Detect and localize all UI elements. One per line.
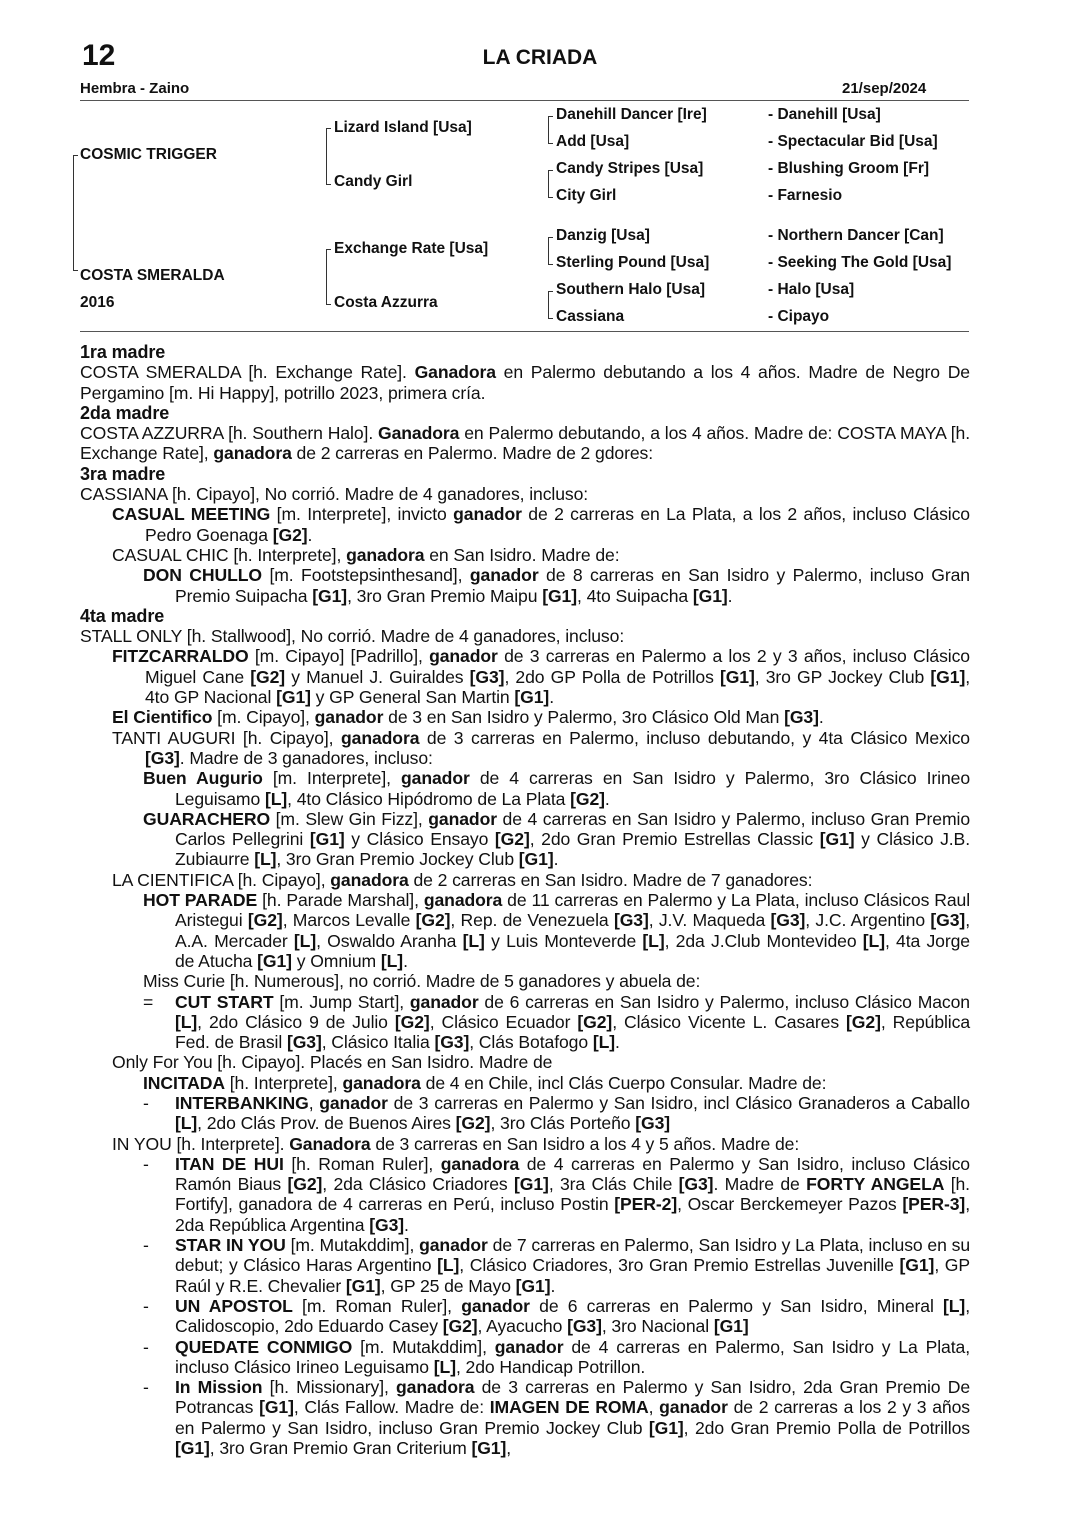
birth-date: 21/sep/2024 [842, 80, 927, 97]
pedigree-gen4: - Halo [Usa] [768, 281, 855, 298]
pedigree-bracket [73, 155, 74, 271]
pedigree-bracket [548, 291, 549, 319]
pedigree-bracket [326, 128, 327, 185]
family-entry: - QUEDATE CONMIGO [m. Mutakddim], ganador de 4 carreras en Palermo, San Isidro y La Plata, incluso Clásico Irineo Leguisamo [L], 2do Handicap Potrillon. [143, 1336, 970, 1377]
pedigree-year: 2016 [80, 294, 115, 311]
pedigree-gen2: Exchange Rate [Usa] [334, 240, 489, 257]
pedigree-gen4: - Farnesio [768, 187, 843, 204]
bottom-divider [80, 331, 969, 332]
family-entry: IN YOU [h. Interprete]. Ganadora de 3 carreras en San Isidro a los 4 y 5 años. Madre de: [112, 1133, 800, 1154]
page-title: LA CRIADA [482, 46, 598, 69]
pedigree-gen3: Candy Stripes [Usa] [556, 160, 704, 177]
pedigree-gen2: Costa Azzurra [334, 294, 438, 311]
pedigree-bracket [548, 116, 553, 117]
pedigree-bracket [548, 170, 549, 198]
family-entry: Buen Augurio [m. Interprete], ganador de 4 carreras en San Isidro y Palermo, 3ro Clásico Irineo Leguisamo [L], 4to Clásico Hipódromo de La Plata [G2]. [143, 768, 970, 809]
section-heading: 1ra madre [80, 342, 166, 362]
pedigree-bracket [548, 170, 553, 171]
pedigree-bracket [548, 143, 553, 144]
top-divider [80, 100, 969, 101]
pedigree-gen4: - Danehill [Usa] [768, 106, 881, 123]
pedigree-bracket [73, 155, 78, 156]
pedigree-gen3: Danehill Dancer [Ire] [556, 106, 707, 123]
pedigree-gen4: - Seeking The Gold [Usa] [768, 254, 952, 271]
pedigree-bracket [548, 318, 553, 319]
family-entry: CASUAL MEETING [m. Interprete], invicto ganador de 2 carreras en La Plata, a los 2 años, incluso Clásico Pedro Goenaga [G2]. [112, 504, 970, 545]
pedigree-gen3: Cassiana [556, 308, 625, 325]
section-heading: 3ra madre [80, 463, 166, 484]
family-entry: - STAR IN YOU [m. Mutakddim], ganador de 7 carreras en Palermo, San Isidro y La Plata, incluso en su debut; y Clásico Haras Argentino [L], Clásico Criadores, 3ro Gran Premio Estrellas Juvenille [G1], GP Raúl y R.E. Chevalier [G1], GP 25 de Mayo [G1]. [143, 1235, 971, 1296]
family-entry: - INTERBANKING, ganador de 3 carreras en Palermo y San Isidro, incl Clásico Granaderos a Caballo [L], 2do Clás Prov. de Buenos Aires [G2], 3ro Clás Porteño [G3] [143, 1092, 970, 1134]
pedigree-gen4: - Blushing Groom [Fr] [768, 160, 930, 177]
family-entry: TANTI AUGURI [h. Cipayo], ganadora de 3 carreras en Palermo, incluso debutando, y 4ta Clásico Mexico [G3]. Madre de 3 ganadores, incluso: [112, 727, 970, 768]
family-entry: GUARACHERO [m. Slew Gin Fizz], ganador de 4 carreras en San Isidro y Palermo, incluso Gran Premio Carlos Pellegrini [G1] y Clásico Ensayo [G2], 2do Gran Premio Estrellas Classic [G1] y Clásico J.B. Zubiaurre [L], 3ro Gran Premio Jockey Club [G1]. [143, 808, 971, 870]
family-entry: = CUT START [m. Jump Start], ganador de 6 carreras en San Isidro y Palermo, incluso Clásico Macon [L], 2do Clásico 9 de Julio [G2], Clásico Ecuador [G2], Clásico Vicente L. Casares [G2], República Fed. de Brasil [G3], Clásico Italia [G3], Clás Botafogo [L]. [143, 991, 971, 1053]
lot-number: 12 [82, 39, 116, 72]
pedigree-bracket [73, 270, 78, 271]
pedigree-bracket [326, 184, 331, 185]
pedigree-gen4: - Spectacular Bid [Usa] [768, 133, 938, 150]
pedigree-dam: COSTA SMERALDA [80, 267, 225, 284]
pedigree-gen4: - Cipayo [768, 308, 830, 325]
maternal-family [80, 342, 970, 1458]
family-paragraph: COSTA SMERALDA [h. Exchange Rate]. Ganadora en Palermo debutando a los 4 años. Madre de Negro De Pergamino [m. Hi Happy], potrillo 2023, primera cría. [80, 362, 970, 403]
pedigree-bracket [548, 116, 549, 144]
pedigree-bracket [326, 249, 327, 305]
pedigree-bracket [548, 237, 549, 265]
family-paragraph: COSTA AZZURRA [h. Southern Halo]. Ganadora en Palermo debutando, a los 4 años. Madre de: COSTA MAYA [h. Exchange Rate], ganadora de 2 carreras en Palermo. Madre de 2 gdores: [80, 423, 971, 464]
family-paragraph: STALL ONLY [h. Stallwood], No corrió. Madre de 4 ganadores, incluso: [80, 626, 625, 647]
pedigree-bracket [548, 291, 553, 292]
family-entry: - UN APOSTOL [m. Roman Ruler], ganador de 6 carreras en Palermo y San Isidro, Mineral [L], Calidoscopio, 2do Eduardo Casey [G2], Ayacucho [G3], 3ro Nacional [G1] [143, 1295, 970, 1337]
family-entry: - In Mission [h. Missionary], ganadora de 3 carreras en Palermo y San Isidro, 2da Gran Premio De Potrancas [G1], Clás Fallow. Madre de: IMAGEN DE ROMA, ganador de 2 carreras a los 2 y 3 años en Palermo y San Isidro, incluso Gran Premio Jockey Club [G1], 2do Gran Premio Polla de Potrillos [G1], 3ro Gran Premio Gran Criterium [G1], [143, 1377, 970, 1459]
pedigree-gen3: Southern Halo [Usa] [556, 281, 705, 298]
family-entry: Miss Curie [h. Numerous], no corrió. Madre de 5 ganadores y abuela de: [143, 971, 701, 992]
family-entry: CASUAL CHIC [h. Interprete], ganadora en San Isidro. Madre de: [112, 544, 620, 565]
pedigree-gen2: Candy Girl [334, 173, 413, 190]
family-entry: FITZCARRALDO [m. Cipayo] [Padrillo], ganador de 3 carreras en Palermo a los 2 y 3 años, incluso Clásico Miguel Cane [G2] y Manuel J. Guiraldes [G3], 2do GP Polla de Potrillos [G1], 3ro GP Jockey Club [G1], 4to GP Nacional [G1] y GP General San Martin [G1]. [112, 646, 971, 708]
pedigree-gen3: Add [Usa] [556, 133, 630, 150]
pedigree-gen2: Lizard Island [Usa] [334, 119, 472, 136]
pedigree-sire: COSMIC TRIGGER [80, 146, 217, 163]
family-entry: El Cientifico [m. Cipayo], ganador de 3 en San Isidro y Palermo, 3ro Clásico Old Man [G3]. [112, 707, 824, 728]
family-entry: LA CIENTIFICA [h. Cipayo], ganadora de 2 carreras en San Isidro. Madre de 7 ganadores: [112, 869, 813, 890]
section-heading: 2da madre [80, 402, 170, 423]
pedigree-gen3: Danzig [Usa] [556, 227, 650, 244]
family-entry: - ITAN DE HUI [h. Roman Ruler], ganadora de 4 carreras en Palermo y San Isidro, incluso Clásico Ramón Biaus [G2], 2da Clásico Criadores [G1], 3ra Clás Chile [G3]. Madre de FORTY ANGELA [h. Fortify], ganadora de 4 carreras en Perú, incluso Postin [PER-2], Oscar Berckemeyer Pazos [PER-3], 2da República Argentina [G3]. [143, 1153, 970, 1235]
section-heading: 4ta madre [80, 605, 165, 626]
pedigree-gen4: - Northern Dancer [Can] [768, 227, 944, 244]
family-entry: INCITADA [h. Interprete], ganadora de 4 en Chile, incl Clás Cuerpo Consular. Madre de: [143, 1072, 827, 1093]
family-paragraph: CASSIANA [h. Cipayo], No corrió. Madre de 4 ganadores, incluso: [80, 484, 589, 505]
family-entry: Only For You [h. Cipayo]. Placés en San Isidro. Madre de [112, 1052, 553, 1073]
family-entry: DON CHULLO [m. Footstepsinthesand], ganador de 8 carreras en San Isidro y Palermo, incluso Gran Premio Suipacha [G1], 3ro Gran Premio Maipu [G1], 4to Suipacha [G1]. [143, 565, 970, 606]
family-entry: HOT PARADE [h. Parade Marshal], ganadora de 11 carreras en Palermo y La Plata, incluso Clásicos Raul Aristegui [G2], Marcos Levalle [G2], Rep. de Venezuela [G3], J.V. Maqueda [G3], J.C. Argentino [G3], A.A. Mercader [L], Oswaldo Aranha [L] y Luis Monteverde [L], 2da J.Club Montevideo [L], 4ta Jorge de Atucha [G1] y Omnium [L]. [143, 890, 971, 971]
pedigree-gen3: City Girl [556, 187, 617, 204]
pedigree-bracket [326, 249, 331, 250]
pedigree-bracket [326, 304, 331, 305]
pedigree-bracket [548, 237, 553, 238]
pedigree-bracket [548, 264, 553, 265]
pedigree-bracket [548, 197, 553, 198]
pedigree-bracket [326, 128, 331, 129]
pedigree-gen3: Sterling Pound [Usa] [556, 254, 710, 271]
sex-color: Hembra - Zaino [80, 80, 190, 97]
